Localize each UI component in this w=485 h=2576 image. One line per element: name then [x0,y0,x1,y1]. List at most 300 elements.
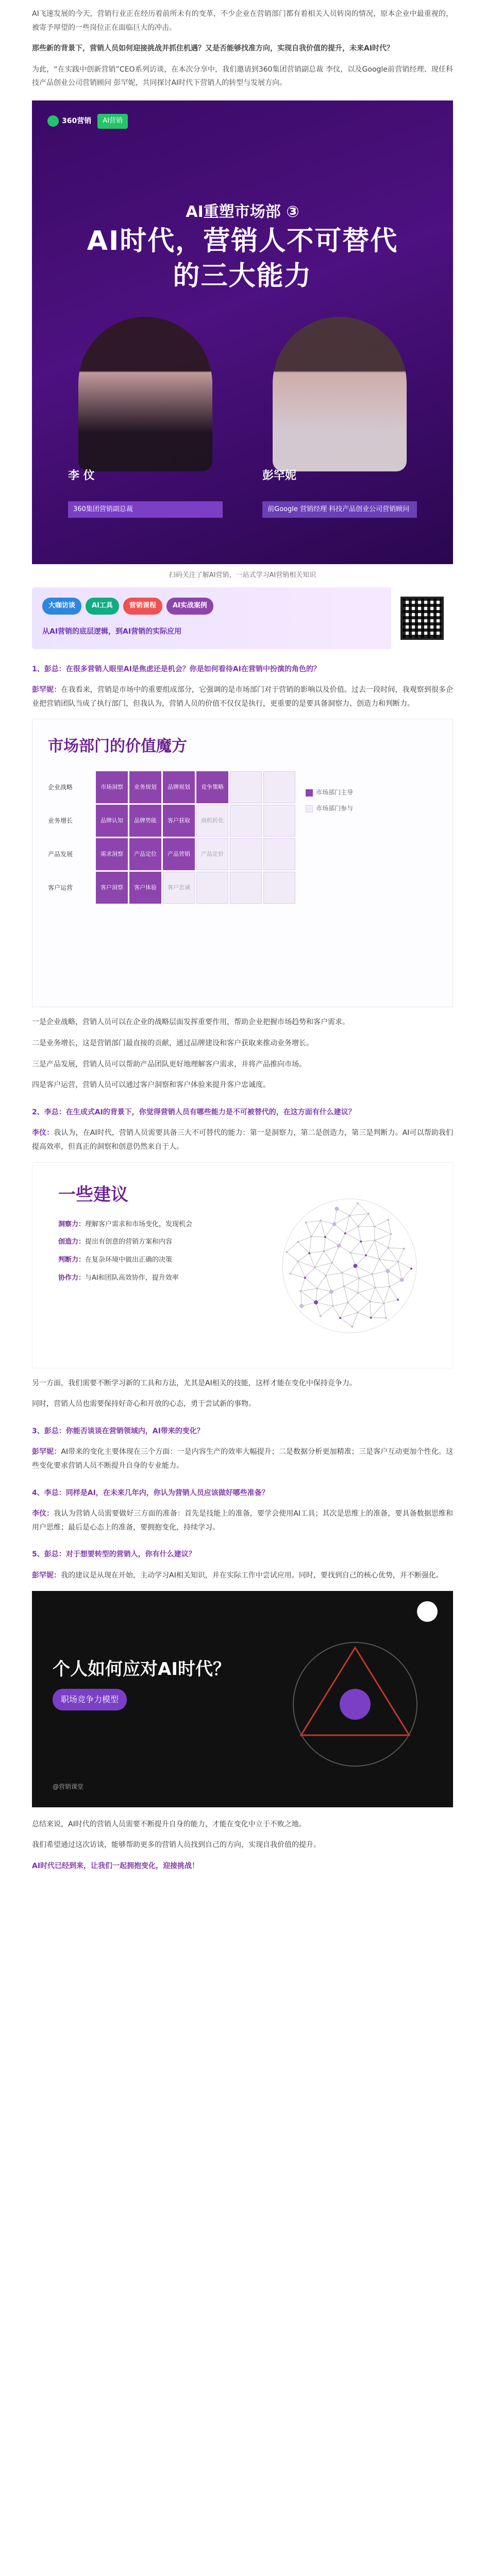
hero-logo-row [47,114,128,129]
network-node [299,1304,304,1308]
matrix-cell [263,838,295,870]
network-node [341,1272,343,1274]
speaker-1-photo [78,317,212,471]
network-node [378,1258,380,1260]
network-node [343,1285,345,1287]
network-link [335,1209,337,1224]
network-node [310,1235,312,1238]
network-node [357,1225,359,1227]
network-link [325,1224,335,1237]
network-link [321,1306,333,1316]
answer-5-text: 我的建议是从现在开始，主动学习AI相关知识，并在实际工作中尝试应用。同时，要找到自己的核心优势，并不断强化。 [61,1571,443,1580]
matrix-cell: 客户洞察 [96,872,128,904]
network-node [349,1251,352,1253]
network-link [339,1233,345,1246]
network-link [305,1267,315,1278]
network-link [355,1266,372,1274]
network-link [358,1226,361,1241]
suggestions-figure [32,1162,453,1368]
network-node [305,1221,307,1223]
network-link [321,1221,325,1237]
network-link [359,1278,375,1287]
ending-paragraph-2: 我们希望通过这次访谈，能够帮助更多的营销人员找到自己的方向，实现自我价值的提升。 [32,1841,321,1850]
network-node [314,1266,316,1268]
network-node [348,1214,350,1216]
network-node [400,1278,404,1282]
network-link [375,1226,391,1234]
matrix-cell [196,872,228,904]
hero-series: AI重塑市场部 ③ [186,202,299,221]
network-link [309,1236,311,1253]
promo-banner[interactable] [32,587,453,649]
network-link [388,1247,404,1248]
network-link [331,1286,344,1292]
hero-tag: AI营销 [97,114,128,129]
network-link [325,1237,339,1246]
network-node [337,1243,341,1247]
network-node [325,1275,327,1277]
matrix-cell: 品牌规划 [163,771,195,803]
qa-2 [32,1106,453,1154]
suggestion-item [58,1237,254,1248]
answer-4 [32,1507,453,1534]
network-link [370,1301,384,1303]
network-link [311,1221,321,1236]
network-link [375,1241,379,1259]
network-link [298,1236,311,1242]
qa-4 [32,1486,453,1535]
network-link [358,1203,369,1213]
network-link [324,1237,325,1251]
network-link [375,1286,390,1287]
network-node [286,1251,288,1253]
speaker-1 [63,317,228,518]
network-link [340,1318,352,1327]
matrix-row-label: 业务增长 [48,817,73,825]
network-link [337,1209,349,1215]
network-node [410,1267,412,1269]
legend-item-on [306,787,353,799]
network-node [323,1250,325,1252]
network-link [388,1270,390,1286]
network-node [374,1240,376,1242]
speaker-1-title: 360集团营销副总裁 [68,501,223,518]
network-link [340,1312,358,1318]
network-link [359,1274,372,1278]
answer-3 [32,1445,453,1472]
answerer-2: 李伩： [32,1129,54,1138]
network-link [398,1261,411,1268]
promo-tags [32,587,391,649]
speaker-1-name: 李 伩 [68,469,95,483]
network-node [335,1207,339,1211]
network-link [345,1215,349,1233]
legend-swatch-on [306,789,313,796]
matrix-cell: 产品定位 [129,838,161,870]
network-node [332,1222,337,1226]
network-link [344,1286,358,1292]
network-link [349,1213,369,1215]
suggestion-item [58,1219,254,1230]
promo-tag-3: 营销课程 [123,598,162,615]
matrix-cell: 产品营销 [163,838,195,870]
network-link [332,1245,339,1262]
network-link [370,1287,375,1301]
network-node [351,1326,353,1328]
network-link [306,1221,321,1222]
suggestion-key: 协作力： [58,1274,86,1282]
network-link [372,1274,375,1287]
question-3: 3、彭总：你能否谈谈在营销领域内，AI带来的变化？ [32,1427,204,1435]
network-link [375,1287,384,1303]
matrix-row-label: 客户运营 [48,884,73,892]
answer-5 [32,1569,453,1583]
ending-section [32,1818,453,1873]
suggestion-item [58,1273,254,1284]
network-link [358,1312,371,1317]
network-link [344,1286,348,1302]
network-link [340,1302,348,1318]
hero-headline-line-2: 的三大能力 [173,260,312,292]
promo-tag-1: 大咖访谈 [42,598,81,615]
network-node [358,1277,360,1279]
question-2: 2、李总：在生成式AI的背景下，你觉得营销人员有哪些能力是不可被替代的，在这方面有什么建议？ [32,1108,356,1116]
suggest-paragraph-2: 同时，营销人员也需要保持好奇心和开放的心态，勇于尝试新的事物。 [32,1400,256,1409]
hero-speakers [63,317,422,518]
network-node [297,1241,299,1243]
network-link [342,1273,344,1286]
network-link [301,1291,316,1302]
course-footer: @营销课堂 [53,1783,84,1790]
suggestion-value: 提出有创意的营销方案和内容 [85,1238,173,1246]
network-node [331,1262,333,1264]
network-link [390,1286,398,1299]
question-5: 5、彭总：对于想要转型的营销人，你有什么建议？ [32,1550,196,1559]
network-link [315,1263,332,1267]
network-link [298,1261,314,1267]
promo-tag-4: AI实战案例 [166,598,213,615]
suggestions-list [58,1219,254,1291]
network-node [390,1233,392,1235]
answerer-5: 彭罕妮： [32,1571,61,1580]
network-link [388,1247,398,1261]
network-link [398,1261,402,1279]
network-link [298,1261,305,1278]
network-link [316,1302,321,1315]
network-node [385,1317,387,1319]
intro-paragraph-1: AI飞速发展的今天，营销行业正在经历着前所未有的变革，不少企业在营销部门都有着相关人员转岗的情况，原本企业中最重视的，被寄予厚望的一些岗位正在面临巨大的冲击。 [32,10,453,32]
network-link [290,1274,305,1278]
qr-code[interactable] [391,587,453,649]
matrix-cell: 客户获取 [163,805,195,837]
network-link [358,1301,370,1312]
network-node [320,1315,322,1317]
network-link [388,1234,391,1248]
network-node [339,1317,341,1319]
network-link [342,1273,359,1278]
intro-paragraph-3: 为此，“在实践中创新营销”CEO系列访谈，在本次分享中，我们邀请到360集团营销副总裁 李伩，以及Google前营销经理、现任科技产品创业公司营销顾问 彭罕妮，共同探讨AI时代下营销人的转型与发展方向。 [32,65,453,88]
network-link [402,1268,411,1280]
network-link [331,1292,333,1306]
matrix-cell: 业务规划 [129,771,161,803]
matrix-cell: 客户忠诚 [163,872,195,904]
network-node [383,1302,385,1304]
network-link [348,1293,358,1302]
network-link [388,1270,402,1279]
network-node [297,1260,299,1262]
course-banner[interactable] [32,1591,453,1807]
network-link [305,1278,317,1289]
network-link [355,1255,366,1265]
network-node [353,1264,357,1268]
network-link [326,1276,331,1292]
network-link [345,1233,361,1242]
network-node [397,1298,399,1300]
value-cube-figure [32,719,453,1007]
network-link [321,1221,334,1224]
network-link [301,1278,305,1291]
suggestions-explanation [32,1377,453,1411]
network-link [301,1291,302,1306]
network-sphere-illustration [267,1183,432,1348]
matrix-cell: 客户体验 [129,872,161,904]
network-link [301,1288,317,1291]
network-link [348,1302,358,1312]
network-link [379,1259,398,1262]
network-link [358,1287,375,1293]
network-node [386,1268,390,1273]
network-link [384,1303,386,1317]
network-link [315,1251,324,1267]
network-link [350,1252,355,1265]
suggestion-value: 在复杂环境中做出正确的决策 [85,1256,173,1264]
network-link [342,1266,355,1273]
network-link [316,1288,317,1302]
answerer-1: 彭罕妮： [32,686,61,694]
network-link [349,1203,358,1215]
suggestion-key: 判断力： [58,1256,86,1264]
ending-paragraph-3: AI时代已经到来，让我们一起拥抱变化，迎接挑战！ [32,1861,199,1870]
brand-name: 360营销 [62,117,92,126]
hero-caption: 扫码关注了解AI营销，一站式学习AI营销相关知识 [169,571,316,579]
network-node [324,1236,326,1238]
network-link [369,1213,375,1226]
matrix-cell: 品牌势能 [129,805,161,837]
network-link [332,1263,342,1273]
hero-headline [32,224,453,294]
legend-label-off: 市场部门参与 [316,805,354,812]
network-node [389,1285,391,1287]
legend-swatch-off [306,805,313,812]
network-link [335,1215,349,1224]
competency-triangle-illustration [278,1627,432,1771]
network-link [326,1263,332,1276]
network-node [320,1219,322,1222]
network-link [375,1241,388,1248]
matrix-cell [230,771,262,803]
network-node [367,1212,370,1214]
network-link [371,1317,386,1318]
network-node [357,1292,359,1294]
network-node [357,1311,359,1313]
matrix-paragraph-3: 三是产品发展，营销人员可以帮助产品团队更好地理解客户需求，并将产品推向市场。 [32,1060,306,1069]
network-link [361,1241,366,1255]
network-link [344,1278,359,1286]
qa-5 [32,1548,453,1582]
network-link [366,1255,379,1259]
matrix-wrap [48,771,437,904]
network-node [360,1240,362,1242]
promo-caption: 从AI营销的底层逻辑，到AI营销的实际应用 [42,627,182,636]
matrix-cell: 品牌认知 [96,805,128,837]
suggestion-key: 创造力： [58,1238,86,1246]
matrix-cell [263,805,295,837]
network-node [369,1300,371,1302]
matrix-cell [263,872,295,904]
question-4: 4、李总：同样是AI，在未来几年内，你认为营销人员应该做好哪些准备？ [32,1488,269,1497]
network-node [314,1300,318,1304]
matrix-cell [230,872,262,904]
qa-3 [32,1425,453,1473]
network-link [390,1280,402,1286]
answer-1 [32,683,453,710]
network-link [287,1242,298,1252]
legend-item-off [306,803,353,815]
network-node [387,1218,389,1221]
matrix-paragraph-4: 四是客户运营，营销人员可以通过客户洞察和客户体验来提升客户忠诚度。 [32,1081,270,1090]
network-node [374,1286,376,1289]
network-link [315,1267,326,1276]
network-link [333,1302,348,1306]
network-link [384,1286,390,1303]
matrix-title: 市场部门的价值魔方 [48,737,187,756]
network-node [387,1246,389,1248]
brand-logo [47,114,91,128]
network-link [317,1288,331,1291]
speaker-2 [257,317,422,518]
matrix-cell: 竞争策略 [196,771,228,803]
intro-paragraph-2: 那些新的背景下，营销人员如何迎接挑战并抓住机遇？又是否能够找准方向，实现自我价值的提升，未来AI时代？ [32,44,394,53]
hero-headline-line-1: AI时代，营销人不可替代 [87,225,398,257]
course-title: 个人如何应对AI时代？ [53,1658,230,1680]
network-node [397,1260,399,1262]
suggestion-item [58,1255,254,1266]
matrix-legend [306,787,353,904]
network-link [379,1247,388,1259]
network-link [345,1226,358,1233]
matrix-cell: 产品定价 [196,838,228,870]
network-link [358,1293,370,1301]
network-link [358,1278,359,1293]
network-link [326,1273,342,1276]
qr-code-icon [400,597,444,640]
network-link [398,1248,404,1261]
answer-4-text: 我认为营销人员需要做好三方面的准备：首先是技能上的准备，要学会使用AI工具；其次是思维上的准备，要具备数据思维和用户思维；最后是心态上的准备，要拥抱变化，持续学习。 [32,1510,454,1532]
suggestion-value: 理解客户需求和市场变化，发现机会 [85,1220,193,1228]
course-logo-icon [417,1601,438,1622]
network-link [333,1306,341,1318]
network-link [316,1292,331,1302]
suggest-paragraph-1: 另一方面，我们需要不断学习新的工具和方法，尤其是AI相关的技能，这样才能在变化中保持竞争力。 [32,1379,357,1387]
network-link [349,1215,358,1226]
network-link [379,1259,388,1271]
matrix-cell [263,771,295,803]
network-node [371,1273,373,1275]
network-link [388,1261,398,1270]
network-link [335,1224,345,1233]
network-link [350,1252,366,1255]
network-node [347,1301,349,1303]
network-link [372,1270,388,1274]
network-link [287,1252,298,1261]
network-link [309,1251,324,1253]
network-link [311,1236,325,1237]
network-link [302,1302,316,1306]
matrix-row-label: 企业战略 [48,784,73,791]
matrix-cell: 市场洞察 [96,771,128,803]
network-node [332,1305,334,1307]
network-link [375,1219,388,1226]
network-node [300,1290,302,1292]
network-link [361,1241,375,1242]
network-link [375,1234,391,1241]
network-link [317,1276,326,1289]
network-link [358,1213,369,1226]
suggestions-title: 一些建议 [58,1184,128,1205]
question-1: 1、彭总：在很多营销人眼里AI是焦虑还是机会？你是如何看待AI在营销中扮演的角色的？ [32,665,321,673]
network-node [329,1290,333,1294]
intro-section [32,7,453,90]
legend-label-on: 市场部门主导 [316,789,354,796]
matrix-explanation [32,1015,453,1092]
hero-banner [32,100,453,564]
network-node [374,1225,376,1227]
matrix-cell [230,838,262,870]
suggestion-key: 洞察力： [58,1220,86,1228]
answerer-3: 彭罕妮： [32,1448,61,1456]
network-link [298,1253,309,1261]
matrix-cell [230,805,262,837]
network-link [306,1222,311,1236]
network-node [289,1273,291,1275]
answer-3-text: AI带来的变化主要体现在三个方面：一是内容生产的效率大幅提升；二是数据分析更加精准；三是客户互动更加个性化。这些变化要求营销人员不断提升自身的专业能力。 [32,1448,454,1470]
matrix-cell: 需求洞察 [96,838,128,870]
matrix-paragraph-2: 二是业务增长，这是营销部门最直接的贡献，通过品牌建设和客户获取来推动业务增长。 [32,1039,313,1048]
matrix-grid [48,771,295,904]
network-link [324,1251,332,1263]
suggestion-value: 与AI和团队高效协作，提升效率 [85,1274,179,1282]
network-node [365,1254,367,1256]
answer-2 [32,1126,453,1154]
speaker-2-photo [273,317,407,471]
network-link [388,1219,391,1234]
qa-1 [32,663,453,711]
network-node [304,1277,306,1279]
answerer-4: 李伩： [32,1510,54,1518]
ending-paragraph-1: 总结来说，AI时代的营销人员需要不断提升自身的能力，才能在变化中立于不败之地。 [32,1820,306,1828]
speaker-2-title: 前Google 营销经理 科技产品创业公司营销顾问 [262,501,417,518]
network-node [308,1252,310,1254]
network-link [316,1302,333,1306]
network-node [316,1287,318,1289]
network-node [403,1247,405,1249]
brand-logo-icon [47,115,59,127]
matrix-cell: 商机转化 [196,805,228,837]
network-link [372,1259,379,1274]
course-subtitle: 职场竞争力模型 [53,1689,127,1710]
network-link [370,1301,371,1317]
network-link [298,1242,309,1253]
